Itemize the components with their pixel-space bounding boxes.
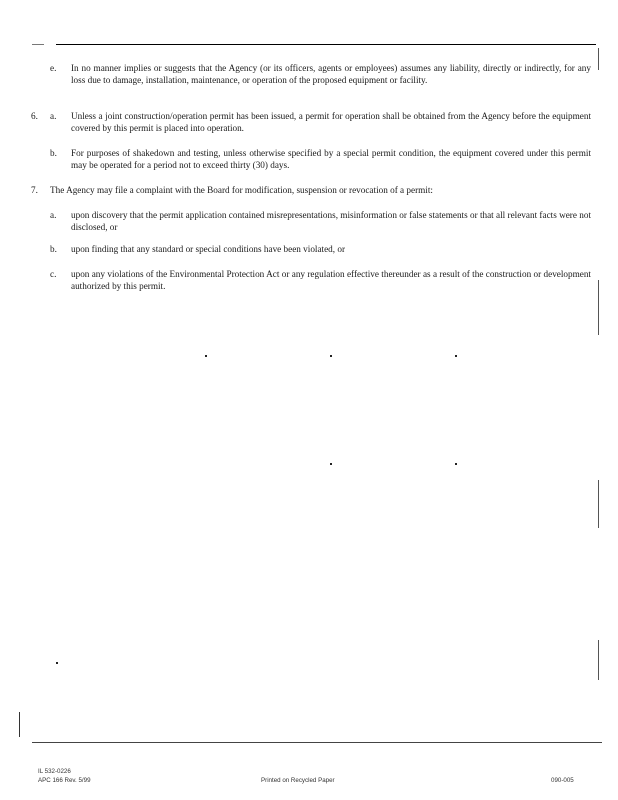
- bottom-left-bracket: [19, 712, 20, 737]
- scan-speck: [330, 463, 332, 465]
- scan-speck: [205, 355, 207, 357]
- item-6a-text: Unless a joint construction/operation permit has been issued, a permit for operation shall be obtained from the Agency before the equipment covered by this permit is placed into operation.: [71, 111, 591, 133]
- item-7-label: 7.: [31, 185, 38, 195]
- item-7a-text: upon discovery that the permit application contained misrepresentations, misinformation or false statements or that all relevant facts were not disclosed, or: [71, 210, 591, 232]
- item-7b-label: b.: [50, 244, 57, 254]
- footer-form-revision: APC 166 Rev. 5/99: [38, 777, 91, 784]
- item-7-text: The Agency may file a complaint with the Board for modification, suspension or revocation of a permit:: [50, 185, 433, 195]
- item-6-label: 6.: [31, 111, 38, 121]
- item-e-label: e.: [50, 63, 57, 73]
- item-e-text: In no manner implies or suggests that the Agency (or its officers, agents or employees) assumes any liability, directly or indirectly, for any loss due to damage, installation, maintenance, or operation of the proposed equipment or facility.: [71, 63, 591, 85]
- item-7b-text: upon finding that any standard or special conditions have been violated, or: [71, 244, 346, 254]
- scan-speck: [56, 662, 58, 664]
- item-7c-label: c.: [50, 269, 57, 279]
- right-edge-mark: [598, 640, 599, 680]
- footer-printed-on: Printed on Recycled Paper: [261, 777, 335, 784]
- scan-speck: [330, 355, 332, 357]
- right-edge-mark: [598, 280, 599, 335]
- footer-page-code: 090-005: [551, 777, 574, 784]
- top-rule: [56, 44, 596, 45]
- scan-speck: [455, 463, 457, 465]
- scan-speck: [455, 355, 457, 357]
- top-rule-left-fragment: [32, 44, 44, 45]
- item-6a-label: a.: [50, 111, 57, 121]
- right-edge-mark: [598, 480, 599, 528]
- right-edge-mark: [598, 48, 599, 70]
- item-6b-label: b.: [50, 148, 57, 158]
- item-7a-label: a.: [50, 210, 57, 220]
- footer-form-number: IL 532-0226: [38, 768, 71, 775]
- item-7c-text: upon any violations of the Environmental Protection Act or any regulation effective thereunder as a result of the construction or development authorized by this permit.: [71, 269, 591, 291]
- item-6b-text: For purposes of shakedown and testing, unless otherwise specified by a special permit condition, the equipment covered under this permit may be operated for a period not to exceed thirty (30) days.: [71, 148, 591, 170]
- bottom-rule: [32, 742, 602, 743]
